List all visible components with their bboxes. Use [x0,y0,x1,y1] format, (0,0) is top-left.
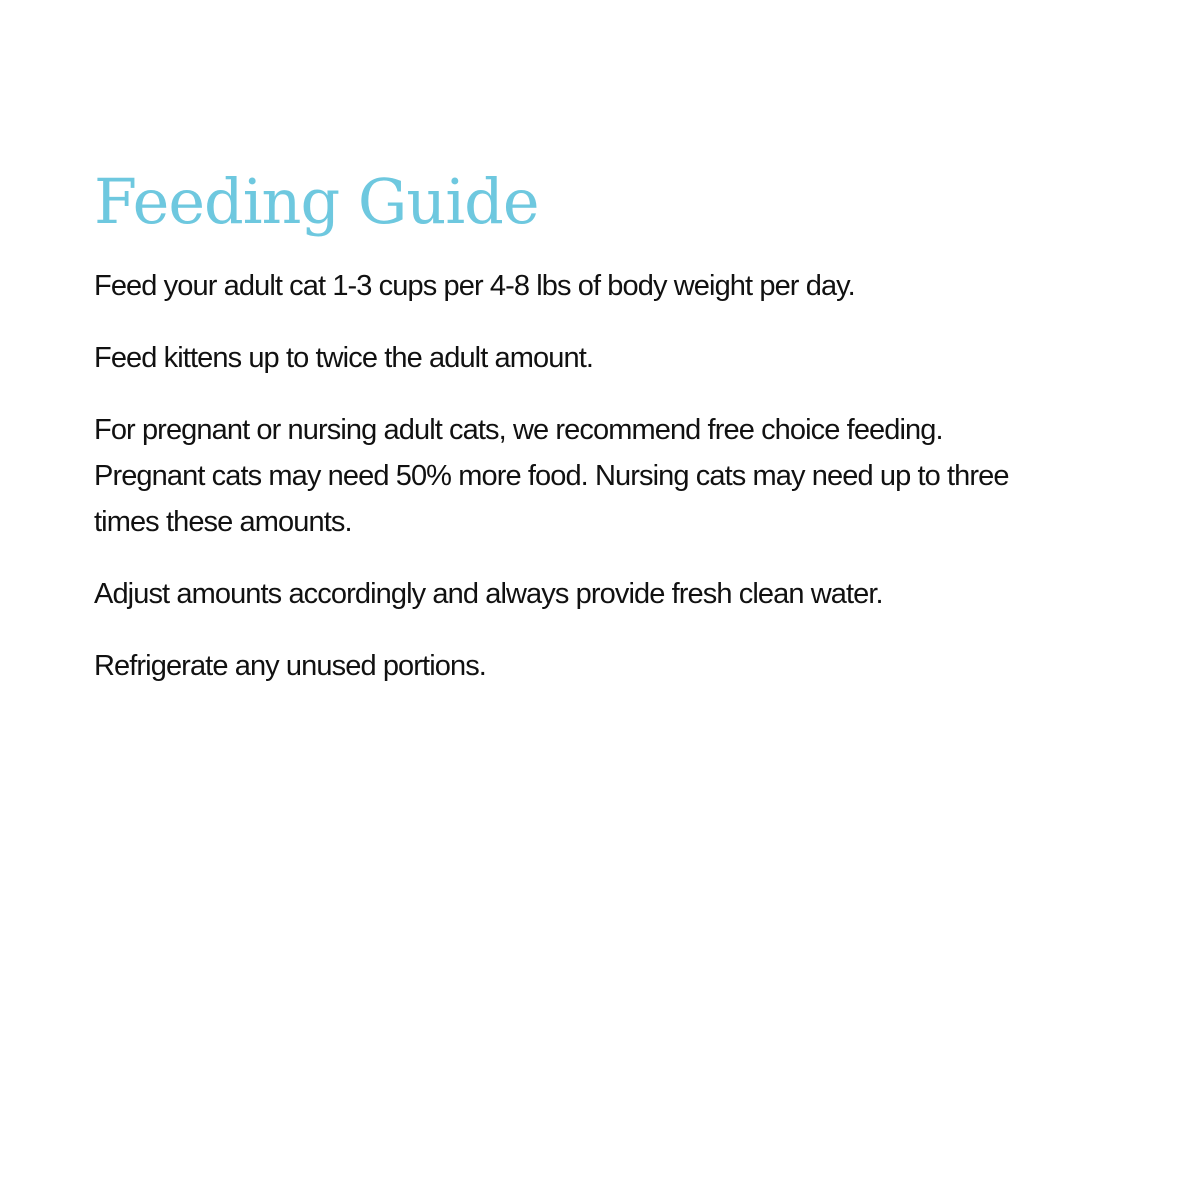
page-title: Feeding Guide [94,165,539,238]
guide-paragraph-adult-amount: Feed your adult cat 1-3 cups per 4-8 lbs of body weight per day. [94,270,855,302]
guide-paragraph-pregnant-nursing: For pregnant or nursing adult cats, we recommend free choice feeding. Pregnant cats may need 50% more food. Nursing cats may need up to three times these amounts. [94,414,1009,538]
guide-paragraph-water: Adjust amounts accordingly and always provide fresh clean water. [94,578,883,610]
guide-paragraph-refrigerate: Refrigerate any unused portions. [94,650,486,682]
feeding-guide-content [94,163,1054,689]
guide-paragraph-kittens: Feed kittens up to twice the adult amount. [94,342,594,374]
